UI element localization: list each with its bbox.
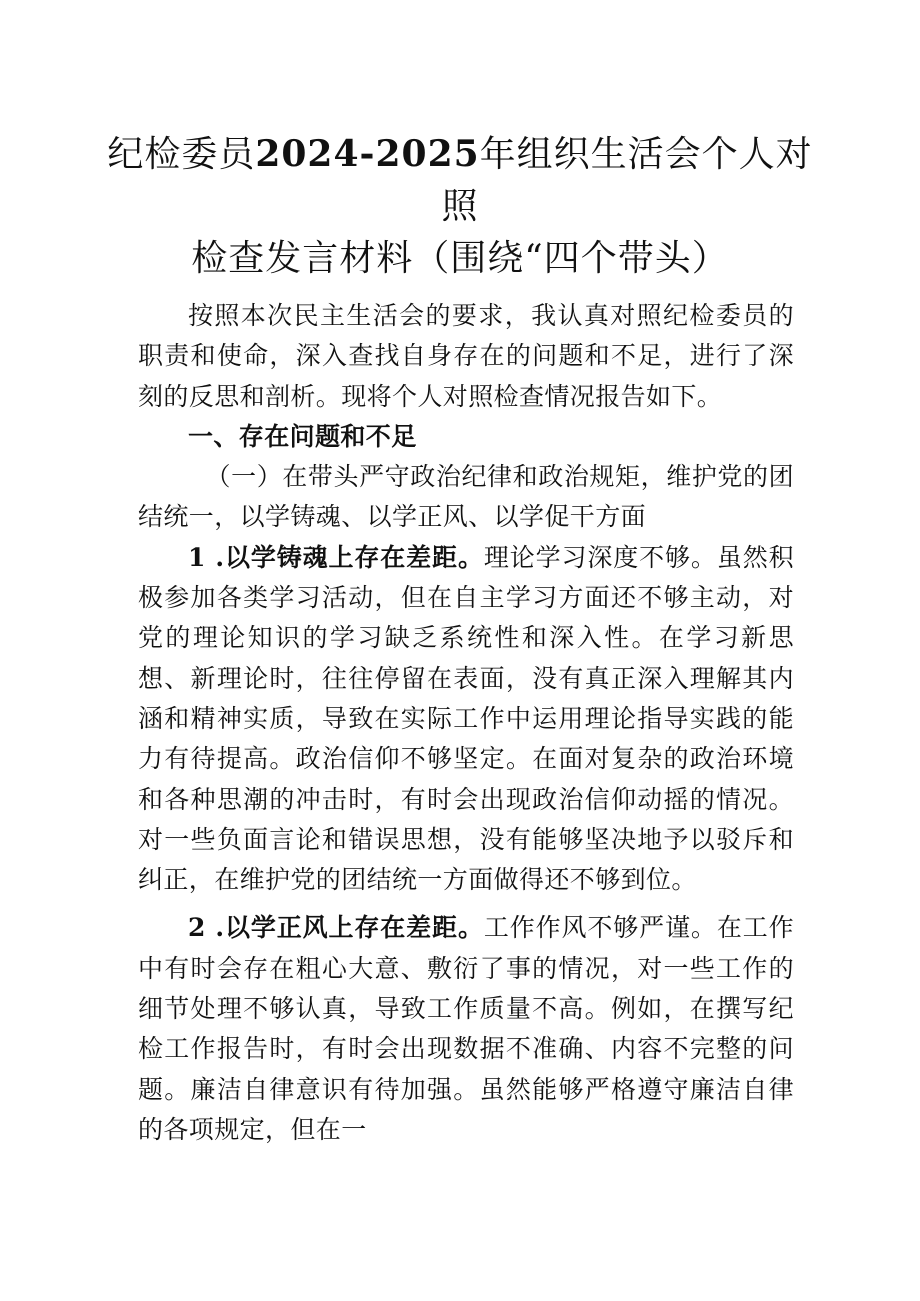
title-line2: 检查发言材料（围绕“四个带头） (191, 238, 729, 279)
section-subheading: （一）在带头严守政治纪律和政治规矩，维护党的团结统一，以学铸魂、以学正风、以学促干方面 (138, 462, 794, 532)
item-paragraph-2 (138, 908, 794, 1150)
title-year: 2024-2025 (255, 133, 480, 175)
item-1-text: 理论学习深度不够。虽然积极参加各类学习活动，但在自主学习方面还不够主动，对党的理论知识的学习缺乏系统性和深入性。在学习新思想、新理论时，往往停留在表面，没有真正深入理解其内涵和精神实质，导致在实际工作中运用理论指导实践的能力有待提高。政治信仰不够坚定。在面对复杂的政治环境和各种思潮的冲击时，有时会出现政治信仰动摇的情况。对一些负面言论和错误思想，没有能够坚决地予以驳斥和纠正，在维护党的团结统一方面做得还不够到位。 (138, 542, 794, 895)
document-body (138, 296, 794, 1150)
title-prefix: 纪检委员 (107, 134, 256, 175)
title-suffix: 年组织生活会个人对照 (441, 134, 813, 227)
item-2-lead: 2 .以学正风上存在差距。 (188, 913, 484, 943)
item-paragraph-1 (138, 538, 794, 901)
document-title (100, 128, 820, 285)
section-heading: 一、存在问题和不足 (188, 421, 417, 451)
intro-paragraph: 按照本次民主生活会的要求，我认真对照纪检委员的职责和使命，深入查找自身存在的问题和不足，进行了深刻的反思和剖析。现将个人对照检查情况报告如下。 (138, 301, 794, 411)
item-1-lead: 1 .以学铸魂上存在差距。 (188, 542, 484, 572)
item-2-text: 工作作风不够严谨。在工作中有时会存在粗心大意、敷衍了事的情况，对一些工作的细节处理不够认真，导致工作质量不高。例如，在撰写纪检工作报告时，有时会出现数据不准确、内容不完整的问题。廉洁自律意识有待加强。虽然能够严格遵守廉洁自律的各项规定，但在一 (138, 913, 794, 1144)
title-line1 (107, 134, 812, 227)
